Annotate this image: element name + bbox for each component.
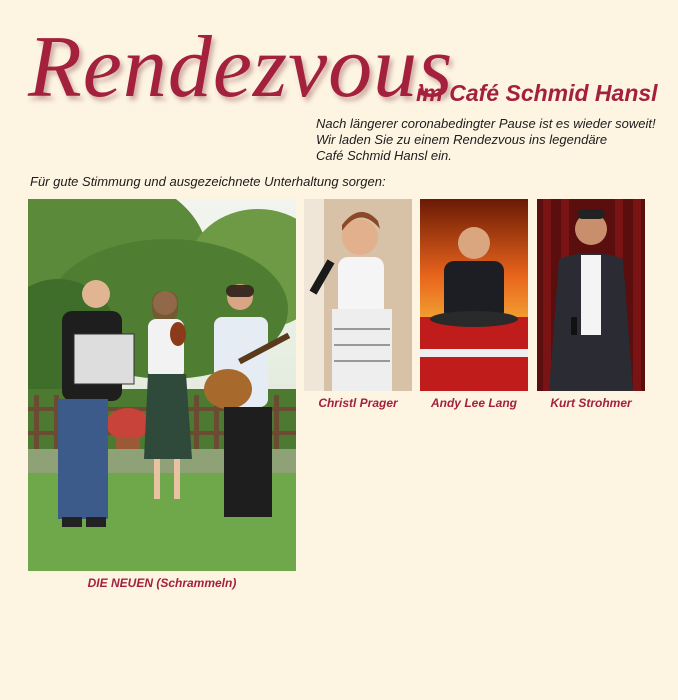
caption-andy-lee-lang: Andy Lee Lang xyxy=(430,396,517,410)
photo-andy-lee-lang xyxy=(420,199,528,391)
intro-text xyxy=(316,116,666,164)
caption-group: DIE NEUEN (Schrammeln) xyxy=(87,576,237,590)
intro-line: Café Schmid Hansl ein. xyxy=(316,148,452,163)
caption-kurt-strohmer: Kurt Strohmer xyxy=(550,396,632,410)
photo-kurt-strohmer xyxy=(537,199,645,391)
caption-christl-prager: Christl Prager xyxy=(318,396,398,410)
group-photo xyxy=(28,199,296,571)
lead-text: Für gute Stimmung und ausgezeichnete Unterhaltung sorgen: xyxy=(30,174,386,189)
photo-christl-prager xyxy=(304,199,412,391)
page-subtitle: im Café Schmid Hansl xyxy=(416,80,658,106)
page-title: Rendezvous xyxy=(28,19,454,116)
intro-line: Wir laden Sie zu einem Rendezvous ins legendäre xyxy=(316,132,608,147)
intro-line: Nach längerer coronabedingter Pause ist es wieder soweit! xyxy=(316,116,656,131)
